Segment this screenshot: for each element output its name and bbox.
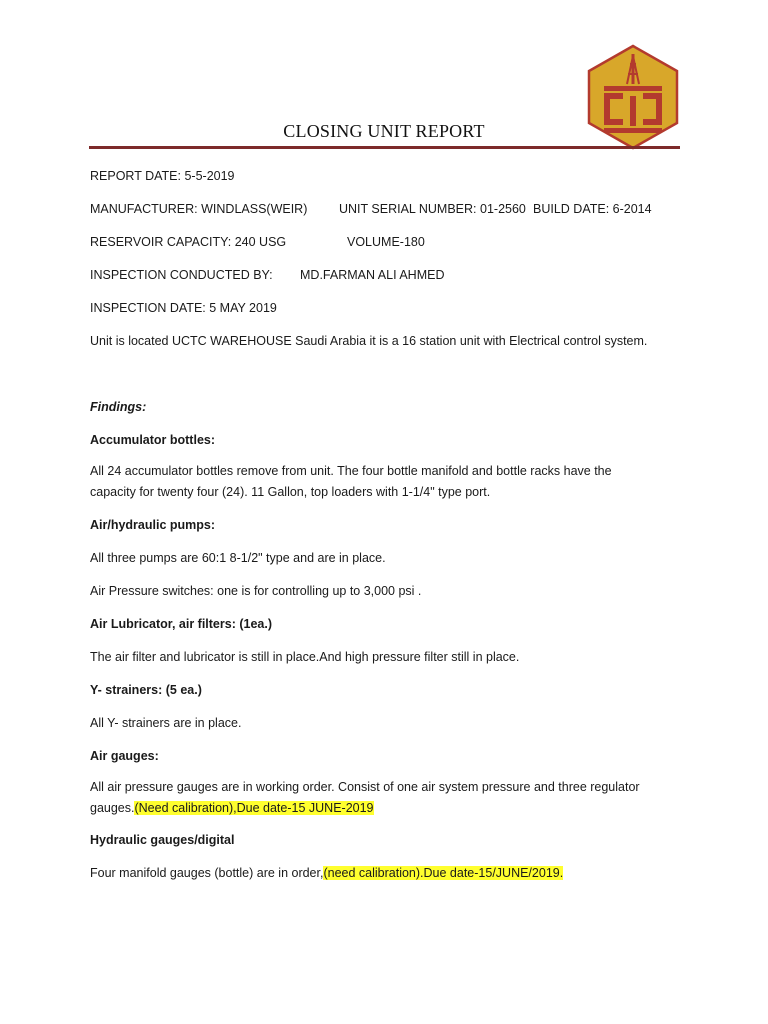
hydraulic-text: Four manifold gauges (bottle) are in order, [90, 866, 324, 880]
accumulator-text: All 24 accumulator bottles remove from unit. The four bottle manifold and bottle racks have the capacity for twenty four (24). 11 Gallon, top loaders with 1-1/4" type port. [90, 464, 612, 499]
strainers-heading: Y- strainers: (5 ea.) [90, 683, 202, 697]
hydraulic-heading: Hydraulic gauges/digital [90, 833, 235, 847]
build-date: BUILD DATE: 6-2014 [533, 202, 652, 216]
air-gauges-calibration-note: (Need calibration),Due date-15 JUNE-2019 [134, 801, 374, 815]
hydraulic-calibration-note: (need calibration).Due date-15/JUNE/2019. [323, 866, 564, 880]
air-gauges-text: All air pressure gauges are in working order. Consist of one air system pressure and three regulator gauges. [90, 780, 640, 815]
findings-heading: Findings: [90, 400, 147, 414]
manufacturer: MANUFACTURER: WINDLASS(WEIR) [90, 202, 308, 216]
volume: VOLUME-180 [347, 235, 425, 249]
pressure-switches-text: Air Pressure switches: one is for controlling up to 3,000 psi . [90, 584, 422, 598]
inspector-name: MD.FARMAN ALI AHMED [300, 268, 445, 282]
lubricator-text: The air filter and lubricator is still in place.And high pressure filter still in place. [90, 650, 520, 664]
lubricator-heading: Air Lubricator, air filters: (1ea.) [90, 617, 272, 631]
hydraulic-paragraph [90, 863, 563, 883]
reservoir-capacity: RESERVOIR CAPACITY: 240 USG [90, 235, 287, 249]
accumulator-heading: Accumulator bottles: [90, 433, 216, 447]
title-divider [89, 146, 680, 149]
page-title: CLOSING UNIT REPORT [283, 121, 485, 141]
air-gauges-heading: Air gauges: [90, 749, 159, 763]
inspection-conducted-by-label: INSPECTION CONDUCTED BY: [90, 268, 273, 282]
inspection-date: INSPECTION DATE: 5 MAY 2019 [90, 301, 277, 315]
pumps-text: All three pumps are 60:1 8-1/2" type and are in place. [90, 551, 386, 565]
report-date: REPORT DATE: 5-5-2019 [90, 169, 235, 183]
unit-serial-number: UNIT SERIAL NUMBER: 01-2560 [339, 202, 526, 216]
air-gauges-paragraph [90, 777, 650, 819]
pumps-heading: Air/hydraulic pumps: [90, 518, 216, 532]
unit-location: Unit is located UCTC WAREHOUSE Saudi Arabia it is a 16 station unit with Electrical control system. [90, 334, 648, 348]
strainers-text: All Y- strainers are in place. [90, 716, 242, 730]
